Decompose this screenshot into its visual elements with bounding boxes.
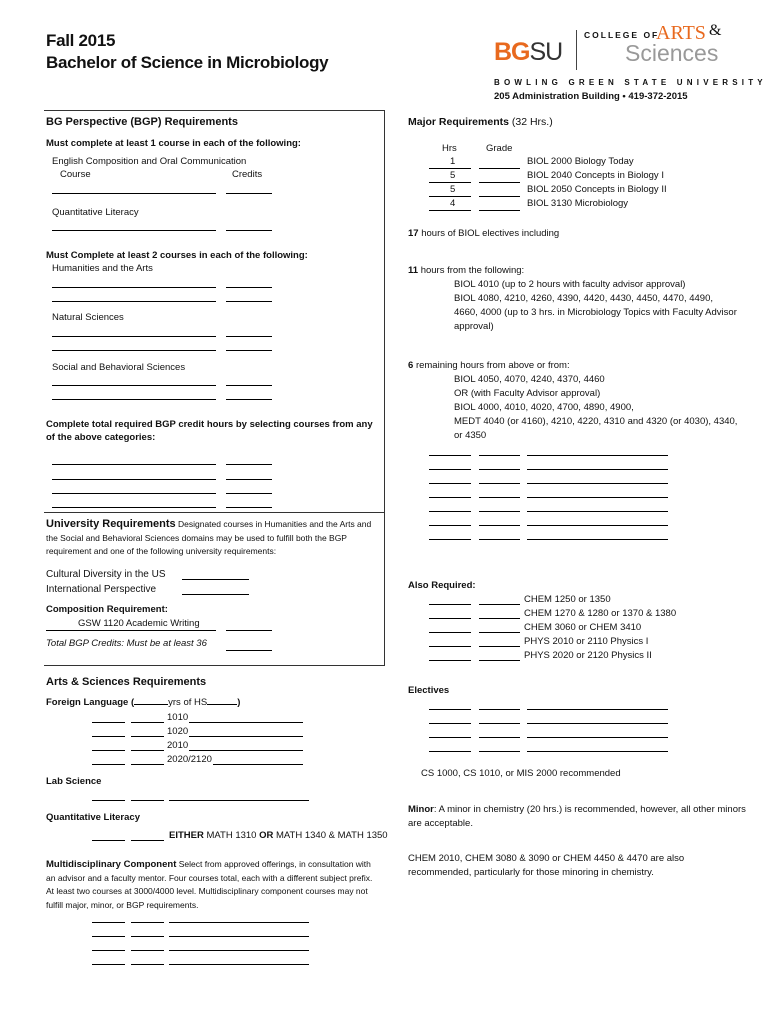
fl-1010-course-field[interactable] xyxy=(189,722,303,723)
major-heading: Major Requirements xyxy=(408,116,509,128)
fl-1020-field-b[interactable] xyxy=(131,736,164,737)
free-elective-hrs-3[interactable] xyxy=(429,737,471,738)
fl-level-1020: 1020 xyxy=(167,726,189,737)
logo-ampersand: & xyxy=(709,22,722,39)
course-name-4: BIOL 3130 Microbiology xyxy=(527,198,629,209)
elective-course-field-1[interactable] xyxy=(527,455,668,456)
six-list-5: or 4350 xyxy=(454,430,487,441)
international-field[interactable] xyxy=(182,594,249,595)
lab-course-field[interactable] xyxy=(169,800,309,801)
course-grade-field-1[interactable] xyxy=(479,168,520,169)
also-course-1: CHEM 1250 or 1350 xyxy=(524,594,611,605)
eleven-list-3: 4660, 4000 (up to 3 hrs. in Microbiology Topics with Faculty Advisor xyxy=(454,307,737,318)
foreign-language-close: ) xyxy=(237,697,241,708)
math-options xyxy=(169,830,388,841)
or-label: OR xyxy=(259,830,274,841)
bgp-must-one: Must complete at least 1 course in each of the following: xyxy=(46,138,301,149)
elective-course-field-2[interactable] xyxy=(527,469,668,470)
course-hrs-line-1 xyxy=(429,168,471,169)
chem-recommendation: CHEM 2010, CHEM 3080 & 3090 or CHEM 4450 & 4470 are also recommended, particularly for those minoring in chemistry. xyxy=(408,853,685,878)
also-hrs-field-3[interactable] xyxy=(429,632,471,633)
multi-field-3b[interactable] xyxy=(131,950,164,951)
composition-label: Composition Requirement: xyxy=(46,604,168,615)
multi-course-field-4[interactable] xyxy=(169,964,309,965)
also-course-4: PHYS 2010 or 2110 Physics I xyxy=(524,636,649,647)
bgp-must-two: Must Complete at least 2 courses in each of the following: xyxy=(46,250,308,261)
multi-course-field-2[interactable] xyxy=(169,936,309,937)
arts-top-rule xyxy=(44,665,384,666)
elective-grade-field-7[interactable] xyxy=(479,539,520,540)
eleven-list-1: BIOL 4010 (up to 2 hours with faculty advisor approval) xyxy=(454,279,686,290)
six-hours-num: 6 xyxy=(408,360,414,371)
humanities-credits-field-2[interactable] xyxy=(226,301,272,302)
fl-1010-field-b[interactable] xyxy=(131,722,164,723)
free-elective-grade-4[interactable] xyxy=(479,751,520,752)
gsw-underline xyxy=(46,630,216,631)
multi-course-field-3[interactable] xyxy=(169,950,309,951)
lab-field-b[interactable] xyxy=(131,800,164,801)
elective-grade-field-4[interactable] xyxy=(479,497,520,498)
fl-2010-field-a[interactable] xyxy=(92,750,125,751)
fl-2010-field-b[interactable] xyxy=(131,750,164,751)
also-required-heading: Also Required: xyxy=(408,580,476,591)
extra-credits-field-1[interactable] xyxy=(226,464,272,465)
fl-1010-field-a[interactable] xyxy=(92,722,125,723)
total-bgp-field[interactable] xyxy=(226,650,272,651)
free-elective-hrs-1[interactable] xyxy=(429,709,471,710)
free-elective-hrs-2[interactable] xyxy=(429,723,471,724)
free-elective-hrs-4[interactable] xyxy=(429,751,471,752)
elective-grade-field-3[interactable] xyxy=(479,483,520,484)
natural-sciences-label: Natural Sciences xyxy=(52,312,124,323)
hrs-column-label: Hrs xyxy=(442,143,457,154)
minor-text: : A minor in chemistry (20 hrs.) is recommended, however, all other minors are acceptable. xyxy=(408,804,746,829)
logo-divider xyxy=(576,30,577,70)
quant-credits-field[interactable] xyxy=(226,230,272,231)
free-elective-course-2[interactable] xyxy=(527,723,668,724)
quant-literacy-label: Quantitative Literacy xyxy=(52,207,139,218)
course-hrs-3: 5 xyxy=(450,184,456,195)
total-bgp-credits: Total BGP Credits: Must be at least 36 xyxy=(46,638,207,649)
fl-2020-field-a[interactable] xyxy=(92,764,125,765)
quant-field-a[interactable] xyxy=(92,840,125,841)
six-list-1: BIOL 4050, 4070, 4240, 4370, 4460 xyxy=(454,374,605,385)
biol-electives-text: hours of BIOL electives including xyxy=(421,228,560,239)
cultural-diversity-label: Cultural Diversity in the US xyxy=(46,569,166,580)
multi-field-3a[interactable] xyxy=(92,950,125,951)
major-hours-total: (32 Hrs.) xyxy=(511,116,553,128)
elective-hrs-field-7[interactable] xyxy=(429,539,471,540)
social-credits-field-1[interactable] xyxy=(226,385,272,386)
multi-field-2a[interactable] xyxy=(92,936,125,937)
office-address: 205 Administration Building • 419-372-2015 xyxy=(494,91,688,102)
eleven-hours-text: hours from the following: xyxy=(420,265,525,276)
elective-course-field-6[interactable] xyxy=(527,525,668,526)
fl-level-2020: 2020/2120 xyxy=(167,754,212,765)
foreign-language-line xyxy=(46,697,240,708)
course-hrs-1: 1 xyxy=(450,156,456,167)
free-elective-course-4[interactable] xyxy=(527,751,668,752)
lab-field-a[interactable] xyxy=(92,800,125,801)
fl-2010-course-field[interactable] xyxy=(189,750,303,751)
social-sciences-label: Social and Behavioral Sciences xyxy=(52,362,186,373)
elective-hrs-field-4[interactable] xyxy=(429,497,471,498)
university-desc: Designated courses in Humanities and the Arts and the Social and Behavioral Sciences domains may be used to fulfill both the BGP requirement and one of the following university requirements: xyxy=(46,519,372,556)
elective-hrs-field-6[interactable] xyxy=(429,525,471,526)
eleven-hours-line xyxy=(408,265,524,276)
social-credits-field-2[interactable] xyxy=(226,399,272,400)
extra-credits-field-3[interactable] xyxy=(226,493,272,494)
extra-credits-field-4[interactable] xyxy=(226,507,272,508)
humanities-credits-field-1[interactable] xyxy=(226,287,272,288)
multi-course-field-1[interactable] xyxy=(169,922,309,923)
course-hrs-line-4 xyxy=(429,210,471,211)
extra-course-field-4[interactable] xyxy=(52,507,216,508)
bgp-heading: BG Perspective (BGP) Requirements xyxy=(46,116,238,128)
course-grade-field-4[interactable] xyxy=(479,210,520,211)
gsw-course: GSW 1120 Academic Writing xyxy=(78,618,200,629)
title-program: Bachelor of Science in Microbiology xyxy=(46,53,329,72)
extra-credits-field-2[interactable] xyxy=(226,479,272,480)
eleven-hours-num: 11 xyxy=(408,265,419,276)
also-course-2: CHEM 1270 & 1280 or 1370 & 1380 xyxy=(524,608,677,619)
elective-grade-field-2[interactable] xyxy=(479,469,520,470)
elective-grade-field-5[interactable] xyxy=(479,511,520,512)
university-name: BOWLING GREEN STATE UNIVERSITY xyxy=(494,78,767,87)
quant-course-field[interactable] xyxy=(52,230,216,231)
six-hours-text: remaining hours from above or from: xyxy=(415,360,570,371)
eleven-list-2: BIOL 4080, 4210, 4260, 4390, 4420, 4430, 4450, 4470, 4490, xyxy=(454,293,714,304)
natural-credits-field-1[interactable] xyxy=(226,336,272,337)
minor-note xyxy=(408,803,748,831)
course-name-1: BIOL 2000 Biology Today xyxy=(527,156,634,167)
english-credits-field[interactable] xyxy=(226,193,272,194)
elective-course-field-4[interactable] xyxy=(527,497,668,498)
foreign-language-label: Foreign Language ( xyxy=(46,697,135,708)
also-grade-field-5[interactable] xyxy=(479,660,520,661)
six-list-3: BIOL 4000, 4010, 4020, 4700, 4890, 4900, xyxy=(454,402,634,413)
math-1310: MATH 1310 xyxy=(206,830,257,841)
also-grade-field-4[interactable] xyxy=(479,646,520,647)
minor-label: Minor xyxy=(408,804,434,815)
major-heading-line xyxy=(408,116,553,128)
also-grade-field-2[interactable] xyxy=(479,618,520,619)
elective-course-field-5[interactable] xyxy=(527,511,668,512)
grade-column-label: Grade xyxy=(486,143,513,154)
elective-hrs-field-1[interactable] xyxy=(429,455,471,456)
university-top-rule xyxy=(44,512,384,513)
arts-heading: Arts & Sciences Requirements xyxy=(46,676,207,688)
six-list-2: OR (with Faculty Advisor approval) xyxy=(454,388,601,399)
course-hrs-4: 4 xyxy=(450,198,456,209)
also-course-3: CHEM 3060 or CHEM 3410 xyxy=(524,622,642,633)
international-label: International Perspective xyxy=(46,584,157,595)
elective-course-field-3[interactable] xyxy=(527,483,668,484)
multidisciplinary-desc: Select from approved offerings, in consultation with an advisor and a faculty mentor. Four courses total, each with a different subject prefix. At least two courses at 3000/4000 level. Multidisciplinary component courses may not fulfill major, minor, or BGP requirements. xyxy=(46,859,373,910)
logo-college-of: COLLEGE OF xyxy=(584,30,660,40)
either-label: EITHER xyxy=(169,830,204,841)
logo-su-text: SU xyxy=(529,38,563,66)
lab-science-label: Lab Science xyxy=(46,776,102,787)
fl-2020-field-b[interactable] xyxy=(131,764,164,765)
column-divider xyxy=(384,110,385,666)
also-hrs-field-1[interactable] xyxy=(429,604,471,605)
electives-heading: Electives xyxy=(408,685,450,696)
university-requirements-block xyxy=(46,518,384,559)
also-hrs-field-5[interactable] xyxy=(429,660,471,661)
free-elective-course-3[interactable] xyxy=(527,737,668,738)
multi-field-4a[interactable] xyxy=(92,964,125,965)
extra-course-field-3[interactable] xyxy=(52,493,216,494)
logo-bg-text: BG xyxy=(494,38,530,66)
social-course-field-2[interactable] xyxy=(52,399,216,400)
also-course-5: PHYS 2020 or 2120 Physics II xyxy=(524,650,652,661)
multidisciplinary-block xyxy=(46,858,378,912)
elective-grade-field-6[interactable] xyxy=(479,525,520,526)
bgsu-logo xyxy=(494,38,562,67)
course-name-3: BIOL 2050 Concepts in Biology II xyxy=(527,184,667,195)
natural-course-field-2[interactable] xyxy=(52,350,216,351)
also-grade-field-1[interactable] xyxy=(479,604,520,605)
fl-2020-course-field[interactable] xyxy=(213,764,303,765)
quant-field-b[interactable] xyxy=(131,840,164,841)
free-elective-grade-1[interactable] xyxy=(479,709,520,710)
fl-1020-field-a[interactable] xyxy=(92,736,125,737)
humanities-course-field-2[interactable] xyxy=(52,301,216,302)
elective-grade-field-1[interactable] xyxy=(479,455,520,456)
bgp-top-rule xyxy=(44,110,384,111)
course-name-2: BIOL 2040 Concepts in Biology I xyxy=(527,170,664,181)
eleven-list-4: approval) xyxy=(454,321,494,332)
natural-credits-field-2[interactable] xyxy=(226,350,272,351)
yrs-label: yrs of HS xyxy=(168,697,208,708)
page-title xyxy=(46,30,328,74)
multi-field-1a[interactable] xyxy=(92,922,125,923)
credits-column-label: Credits xyxy=(232,169,263,180)
also-hrs-field-4[interactable] xyxy=(429,646,471,647)
multi-field-1b[interactable] xyxy=(131,922,164,923)
natural-course-field-1[interactable] xyxy=(52,336,216,337)
gsw-credits-field[interactable] xyxy=(226,630,272,631)
elective-hrs-field-3[interactable] xyxy=(429,483,471,484)
fl-level-1010: 1010 xyxy=(167,712,189,723)
elective-hrs-field-2[interactable] xyxy=(429,469,471,470)
also-hrs-field-2[interactable] xyxy=(429,618,471,619)
elective-course-field-7[interactable] xyxy=(527,539,668,540)
cultural-diversity-field[interactable] xyxy=(182,579,249,580)
logo-arts: ARTS xyxy=(656,22,706,44)
extra-course-field-1[interactable] xyxy=(52,464,216,465)
logo-sciences: Sciences xyxy=(625,40,719,66)
title-term: Fall 2015 xyxy=(46,31,116,50)
free-elective-grade-3[interactable] xyxy=(479,737,520,738)
university-heading: University Requirements xyxy=(46,518,176,530)
arts-quant-label: Quantitative Literacy xyxy=(46,812,140,823)
humanities-course-field-1[interactable] xyxy=(52,287,216,288)
free-elective-course-1[interactable] xyxy=(527,709,668,710)
six-hours-line xyxy=(408,360,570,371)
complete-total-note: Complete total required BGP credit hours by selecting courses from any of the above categories: xyxy=(46,419,373,443)
english-comp-label: English Composition and Oral Communication xyxy=(52,156,247,167)
fl-1020-course-field[interactable] xyxy=(189,736,303,737)
also-grade-field-3[interactable] xyxy=(479,632,520,633)
multidisciplinary-heading: Multidisciplinary Component xyxy=(46,859,177,870)
six-list-4: MEDT 4040 (or 4160), 4210, 4220, 4310 and 4320 (or 4030), 4340, xyxy=(454,416,738,427)
biol-electives-line xyxy=(408,228,559,239)
course-grade-field-2[interactable] xyxy=(479,182,520,183)
english-course-field[interactable] xyxy=(52,193,216,194)
fl-level-2010: 2010 xyxy=(167,740,189,751)
social-course-field-1[interactable] xyxy=(52,385,216,386)
multi-field-4b[interactable] xyxy=(131,964,164,965)
course-column-label: Course xyxy=(60,169,91,180)
cs-recommendation: CS 1000, CS 1010, or MIS 2000 recommended xyxy=(421,768,621,779)
biol-electives-num: 17 xyxy=(408,228,419,239)
yrs-blank[interactable] xyxy=(134,704,168,705)
free-elective-grade-2[interactable] xyxy=(479,723,520,724)
course-hrs-line-2 xyxy=(429,182,471,183)
course-hrs-line-3 xyxy=(429,196,471,197)
humanities-label: Humanities and the Arts xyxy=(52,263,153,274)
multi-field-2b[interactable] xyxy=(131,936,164,937)
math-1340-1350: MATH 1340 & MATH 1350 xyxy=(276,830,388,841)
course-grade-field-3[interactable] xyxy=(479,196,520,197)
course-hrs-2: 5 xyxy=(450,170,456,181)
elective-hrs-field-5[interactable] xyxy=(429,511,471,512)
yrs-hs-blank[interactable] xyxy=(207,704,237,705)
extra-course-field-2[interactable] xyxy=(52,479,216,480)
